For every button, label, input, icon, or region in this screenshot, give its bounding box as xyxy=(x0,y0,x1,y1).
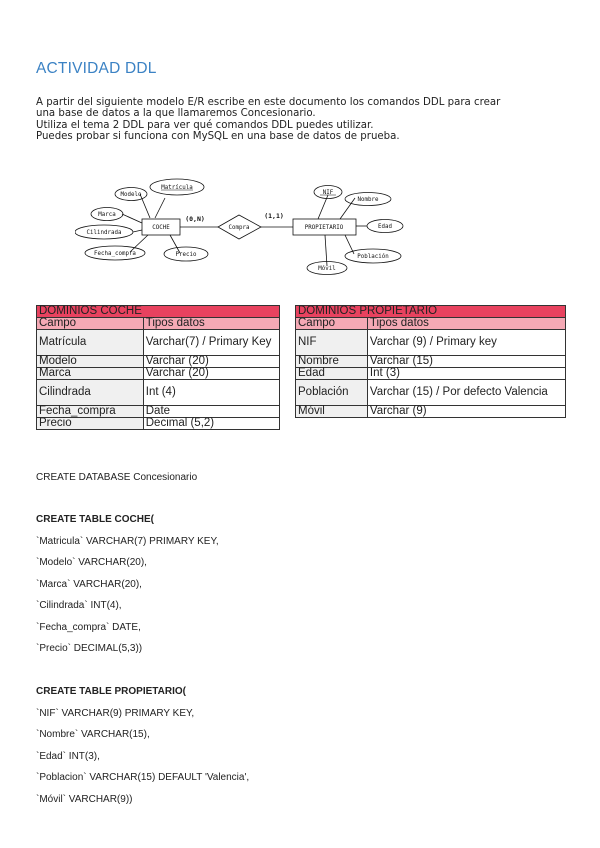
table-row xyxy=(37,368,280,380)
attr-fecha-compra: Fecha_compra xyxy=(94,251,136,257)
attr-marca: Marca xyxy=(98,212,116,218)
attr-nif: NIF xyxy=(322,190,334,196)
sql-line: `NIF` VARCHAR(9) PRIMARY KEY, xyxy=(36,708,195,719)
field-type: Varchar (20) xyxy=(143,356,279,368)
field-name: Edad xyxy=(296,368,368,380)
intro-line: A partir del siguiente modelo E/R escribe en este documento los comandos DDL para crear xyxy=(36,97,501,108)
relationship-compra: Compra xyxy=(228,225,250,231)
table-row xyxy=(37,418,280,430)
table-header: DOMINIOS PROPIETARIO xyxy=(296,306,566,318)
propietario-domain-table xyxy=(295,305,566,418)
field-type: Int (4) xyxy=(143,380,279,406)
sql-line: `Fecha_compra` DATE, xyxy=(36,622,141,633)
create-table-coche-heading: CREATE TABLE COCHE( xyxy=(36,514,154,525)
attr-matricula: Matrícula xyxy=(161,185,193,191)
entity-propietario: PROPIETARIO xyxy=(304,225,344,231)
table-row xyxy=(296,356,566,368)
field-name: Nombre xyxy=(296,356,368,368)
sql-line: `Edad` INT(3), xyxy=(36,751,100,762)
field-type: Int (3) xyxy=(367,368,565,380)
attr-nombre: Nombre xyxy=(357,197,379,203)
column-header: Campo xyxy=(37,318,144,330)
coche-domain-table xyxy=(36,305,280,430)
field-name: Precio xyxy=(37,418,144,430)
entity-coche: COCHE xyxy=(152,225,170,231)
create-table-propietario-heading: CREATE TABLE PROPIETARIO( xyxy=(36,686,186,697)
attr-cilindrada: Cilindrada xyxy=(86,230,122,236)
field-type: Varchar(7) / Primary Key xyxy=(143,330,279,356)
sql-line: `Poblacion` VARCHAR(15) DEFAULT 'Valencia', xyxy=(36,772,250,783)
column-header: Tipos datos xyxy=(367,318,565,330)
table-row xyxy=(296,368,566,380)
sql-line: `Móvil` VARCHAR(9)) xyxy=(36,794,133,805)
attr-poblacion: Población xyxy=(357,254,389,260)
table-row xyxy=(37,356,280,368)
table-row xyxy=(296,330,566,356)
cardinality-right: (1,1) xyxy=(264,212,284,220)
sql-line: `Precio` DECIMAL(5,3)) xyxy=(36,643,143,654)
field-name: Matrícula xyxy=(37,330,144,356)
field-name: NIF xyxy=(296,330,368,356)
table-row xyxy=(37,330,280,356)
intro-paragraph xyxy=(36,97,576,143)
table-row xyxy=(37,380,280,406)
page-title: ACTIVIDAD DDL xyxy=(36,60,157,77)
attr-movil: Móvil xyxy=(318,266,336,272)
sql-line: `Matricula` VARCHAR(7) PRIMARY KEY, xyxy=(36,536,219,547)
sql-line: `Nombre` VARCHAR(15), xyxy=(36,729,150,740)
intro-line: Utiliza el tema 2 DDL para ver qué comandos DDL puedes utilizar. xyxy=(36,119,374,131)
create-database-line: CREATE DATABASE Concesionario xyxy=(36,472,198,483)
field-name: Marca xyxy=(37,368,144,380)
field-name: Móvil xyxy=(296,406,368,418)
column-header: Campo xyxy=(296,318,368,330)
sql-line: `Modelo` VARCHAR(20), xyxy=(36,557,147,568)
sql-line: `Marca` VARCHAR(20), xyxy=(36,579,142,590)
field-type: Varchar (15) xyxy=(367,356,565,368)
field-type: Varchar (9) xyxy=(367,406,565,418)
column-header: Tipos datos xyxy=(143,318,279,330)
attr-edad: Edad xyxy=(378,224,392,230)
table-row xyxy=(296,380,566,406)
field-type: Varchar (9) / Primary key xyxy=(367,330,565,356)
table-row xyxy=(37,406,280,418)
field-type: Varchar (20) xyxy=(143,368,279,380)
intro-line: una base de datos a la que llamaremos Concesionario. xyxy=(36,108,316,120)
field-type: Date xyxy=(143,406,279,418)
field-name: Cilindrada xyxy=(37,380,144,406)
table-row xyxy=(296,406,566,418)
sql-line: `Cilindrada` INT(4), xyxy=(36,600,122,611)
field-name: Modelo xyxy=(37,356,144,368)
attr-modelo: Modelo xyxy=(120,192,142,198)
field-type: Decimal (5,2) xyxy=(143,418,279,430)
attr-precio: Precio xyxy=(175,252,197,258)
table-header: DOMINIOS COCHE xyxy=(37,306,280,318)
er-diagram xyxy=(75,176,415,276)
field-name: Fecha_compra xyxy=(37,406,144,418)
cardinality-left: (0,N) xyxy=(185,215,205,223)
field-type: Varchar (15) / Por defecto Valencia xyxy=(367,380,565,406)
intro-line: Puedes probar si funciona con MySQL en una base de datos de prueba. xyxy=(36,131,400,143)
field-name: Población xyxy=(296,380,368,406)
